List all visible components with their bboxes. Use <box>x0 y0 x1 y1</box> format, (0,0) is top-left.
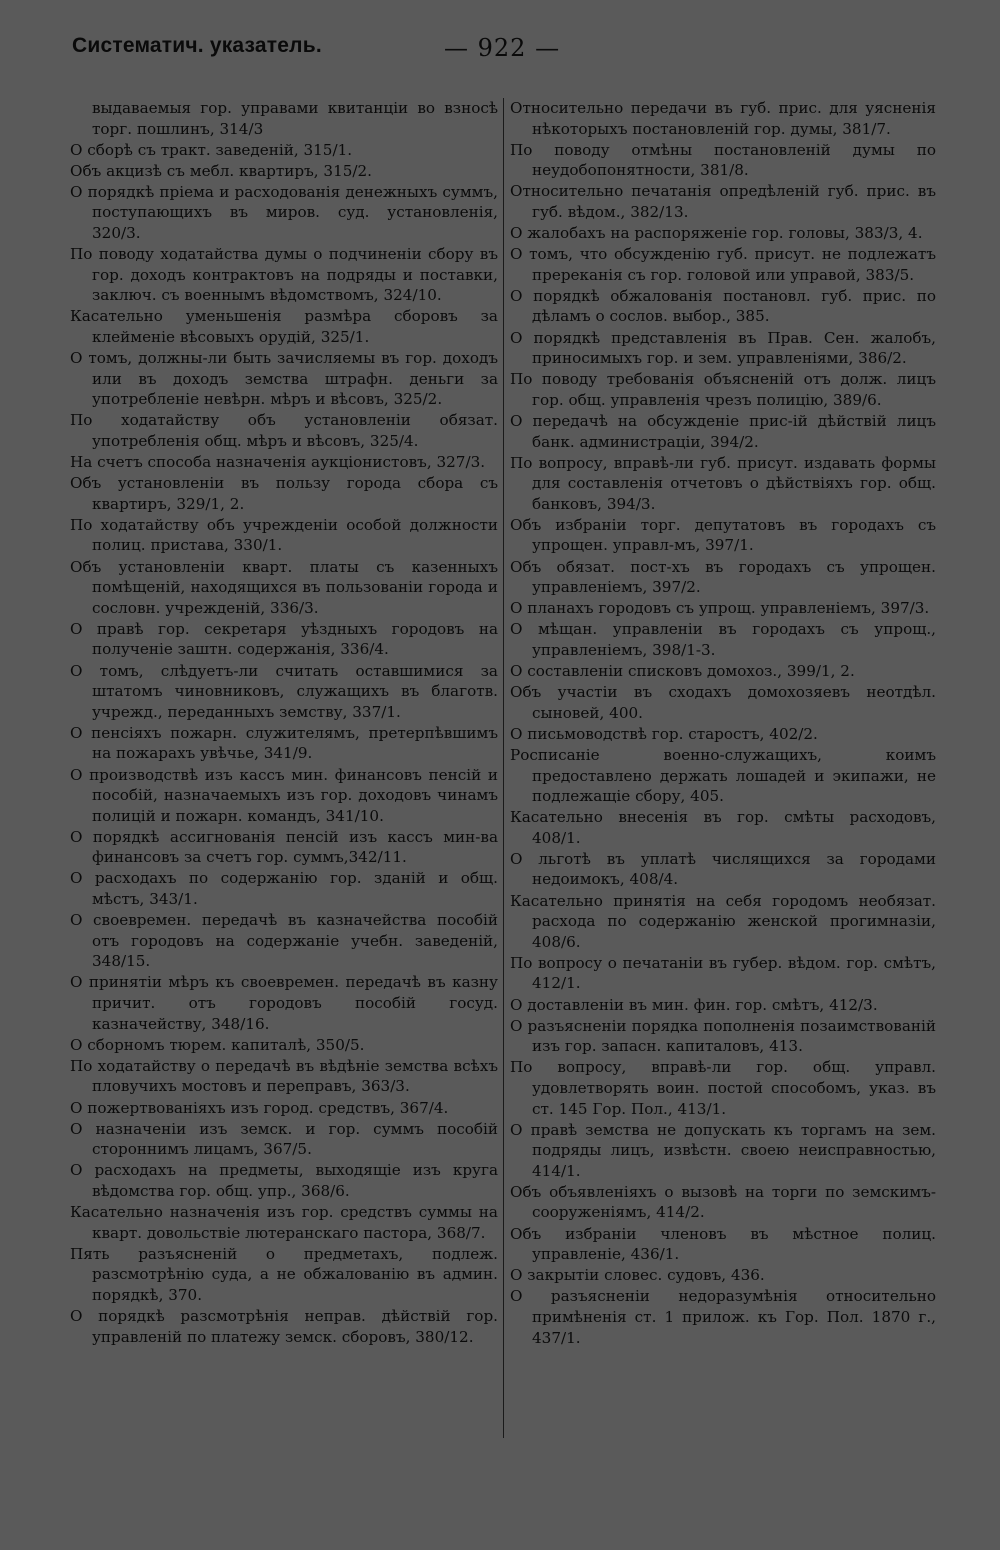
index-entry: По ходатайству объ установленіи обязат. употребленія общ. мѣръ и вѣсовъ, 325/4. <box>70 411 498 450</box>
index-entry: О правѣ земства не допускать къ торгамъ на зем. подряды лицъ, извѣстн. своею неисправностью, 414/1. <box>510 1120 936 1180</box>
index-entry: О порядкѣ ассигнованія пенсій изъ кассъ мин-ва финансовъ за счетъ гор. суммъ,342/11. <box>70 827 498 867</box>
index-entry: О доставленіи въ мин. фин. гор. смѣтъ, 412/3. <box>510 995 878 1014</box>
index-entry: О производствѣ изъ кассъ мин. финансовъ пенсій и пособій, назначаемыхъ изъ гор. доходовъ чинамъ полицій и пожарн. командъ, 341/10. <box>70 765 498 825</box>
index-entry: По ходатайству о передачѣ въ вѣдѣніе земства всѣхъ пловучихъ мостовъ и переправъ, 363/3. <box>70 1056 498 1096</box>
index-entry: Объ избраніи торг. депутатовъ въ городахъ съ упрощен. управл-мъ, 397/1. <box>510 515 936 555</box>
index-entry: О сборномъ тюрем. капиталѣ, 350/5. <box>70 1035 365 1054</box>
index-entry: О мѣщан. управленіи въ городахъ съ упрощ., управленіемъ, 398/1-3. <box>510 620 936 659</box>
index-entry: выдаваемыя гор. управами квитанціи во взносѣ торг. пошлинъ, 314/3 <box>92 99 498 138</box>
index-entry: Касательно уменьшенія размѣра сборовъ за клейменіе вѣсовыхъ орудій, 325/1. <box>70 307 498 347</box>
index-entry: Относительно передачи въ губ. прис. для уясненія нѣкоторыхъ постановленій гор. думы, 381/7. <box>510 99 936 138</box>
index-entry: О закрытіи словес. судовъ, 436. <box>510 1266 765 1285</box>
running-title: Систематич. указатель. <box>72 34 322 57</box>
index-entry: О составленіи списковъ домохоз., 399/1, 2. <box>510 662 855 681</box>
index-entry: Относительно печатанія опредѣленій губ. прис. въ губ. вѣдом., 382/13. <box>510 182 936 221</box>
index-entry: По вопросу о печатаніи въ губер. вѣдом. гор. смѣтъ, 412/1. <box>510 953 936 993</box>
index-entry: По ходатайству объ учрежденіи особой должности полиц. пристава, 330/1. <box>70 515 498 555</box>
index-entry: О жалобахъ на распоряженіе гор. головы, 383/3, 4. <box>510 224 923 243</box>
index-entry: О томъ, что обсужденію губ. присут. не подлежатъ пререканія съ гор. головой или управой, 383/5. <box>510 245 936 284</box>
index-entry: Объ объявленіяхъ о вызовѣ на торги по земскимъ-сооруженіямъ, 414/2. <box>510 1182 936 1222</box>
index-entry: Росписаніе военно-служащихъ, коимъ предоставлено держать лошадей и экипажи, не подлежащіе сбору, 405. <box>510 745 936 806</box>
index-entry: О порядкѣ пріема и расходованія денежныхъ суммъ, поступающихъ въ миров. суд. установленія, 320/3. <box>70 182 498 243</box>
index-entry: О назначеніи изъ земск. и гор. суммъ пособій стороннимъ лицамъ, 367/5. <box>70 1119 498 1159</box>
right-column <box>510 98 936 1349</box>
page-number: — 922 — <box>444 34 561 62</box>
index-entry: Касательно внесенія въ гор. смѣты расходовъ, 408/1. <box>510 808 936 847</box>
index-entry: О принятіи мѣръ къ своевремен. передачѣ въ казну причит. отъ городовъ пособій госуд. казначейству, 348/16. <box>70 973 498 1033</box>
index-entry: О пожертвованіяхъ изъ город. средствъ, 367/4. <box>70 1098 449 1117</box>
left-column <box>70 98 498 1348</box>
index-entry: По поводу отмѣны постановленій думы по неудобопонятности, 381/8. <box>510 140 936 180</box>
index-entry: О своевремен. передачѣ въ казначейства пособій отъ городовъ на содержаніе учебн. заведеній, 348/15. <box>70 911 498 971</box>
index-entry: Объ установленіи кварт. платы съ казенныхъ помѣщеній, находящихся въ пользованіи города и сословн. учрежденій, 336/3. <box>70 557 498 617</box>
index-entry: О разъясненіи недоразумѣнія относительно примѣненія ст. 1 прилож. къ Гор. Пол. 1870 г., 437/1. <box>510 1287 936 1347</box>
index-entry: Объ установленіи въ пользу города сбора съ квартиръ, 329/1, 2. <box>70 474 498 513</box>
index-entry: О правѣ гор. секретаря уѣздныхъ городовъ на полученіе заштн. содержанія, 336/4. <box>70 619 498 659</box>
index-entry: По поводу ходатайства думы о подчиненіи сбору въ гор. доходъ контрактовъ на подряды и поставки, заключ. съ военнымъ вѣдомствомъ, 324/10. <box>70 245 498 305</box>
index-entry: О расходахъ на предметы, выходящіе изъ круга вѣдомства гор. общ. упр., 368/6. <box>70 1161 498 1200</box>
index-entry: Объ акцизѣ съ мебл. квартиръ, 315/2. <box>70 161 373 180</box>
index-entry: Касательно назначенія изъ гор. средствъ суммы на кварт. довольствіе лютеранскаго пастора, 368/7. <box>70 1202 498 1242</box>
index-entry: О разъясненіи порядка пополненія позаимствованій изъ гор. запасн. капиталовъ, 413. <box>510 1016 936 1056</box>
page-header <box>72 34 932 74</box>
index-entry: Объ обязат. пост-хъ въ городахъ съ упрощен. управленіемъ, 397/2. <box>510 557 936 597</box>
index-entry: О порядкѣ представленія въ Прав. Сен. жалобъ, приносимыхъ гор. и зем. управленіями, 386/2. <box>510 328 936 368</box>
index-entry: По вопросу, вправѣ-ли губ. присут. издавать формы для составленія отчетовъ о дѣйствіяхъ гор. общ. банковъ, 394/3. <box>510 453 936 513</box>
index-entry: О расходахъ по содержанію гор. зданій и общ. мѣстъ, 343/1. <box>70 869 498 909</box>
index-entry: Пять разъясненій о предметахъ, подлеж. разсмотрѣнію суда, а не обжалованію въ админ. порядкѣ, 370. <box>70 1244 498 1304</box>
index-entry: По поводу требованія объясненій отъ долж. лицъ гор. общ. управленія чрезъ полицію, 389/6. <box>510 370 936 409</box>
index-entry: О письмоводствѣ гор. старостъ, 402/2. <box>510 724 818 743</box>
index-entry: Объ участіи въ сходахъ домохозяевъ неотдѣл. сыновей, 400. <box>510 683 936 722</box>
index-entry: На счетъ способа назначенія аукціонистовъ, 327/3. <box>70 453 486 472</box>
index-entry: О томъ, должны-ли быть зачисляемы въ гор. доходъ или въ доходъ земства штрафн. деньги за употребленіе невѣрн. мѣръ и вѣсовъ, 325/2. <box>70 349 498 409</box>
index-entry: О томъ, слѣдуетъ-ли считать оставшимися за штатомъ чиновниковъ, служащихъ въ благотв. учрежд., переданныхъ земству, 337/1. <box>70 661 498 721</box>
index-entry: О порядкѣ обжалованія постановл. губ. прис. по дѣламъ о сослов. выбор., 385. <box>510 286 936 326</box>
column-divider <box>503 98 504 1438</box>
index-entry: По вопросу, вправѣ-ли гор. общ. управл. удовлетворять воин. постой способомъ, указ. въ ст. 145 Гор. Пол., 413/1. <box>510 1058 936 1118</box>
index-entry: О порядкѣ разсмотрѣнія неправ. дѣйствій гор. управленій по платежу земск. сборовъ, 380/12. <box>70 1306 498 1346</box>
index-entry: Касательно принятія на себя городомъ необязат. расхода по содержанію женской прогимназіи, 408/6. <box>510 891 936 951</box>
index-entry: О льготѣ въ уплатѣ числящихся за городами недоимокъ, 408/4. <box>510 849 936 889</box>
index-entry: Объ избраніи членовъ въ мѣстное полиц. управленіе, 436/1. <box>510 1224 936 1264</box>
index-entry: О планахъ городовъ съ упрощ. управленіемъ, 397/3. <box>510 599 930 618</box>
index-entry: О передачѣ на обсужденіе прис-ій дѣйствій лицъ банк. администраціи, 394/2. <box>510 411 936 451</box>
index-entry: О пенсіяхъ пожарн. служителямъ, претерпѣвшимъ на пожарахъ увѣчье, 341/9. <box>70 723 498 763</box>
index-entry: О сборѣ съ тракт. заведеній, 315/1. <box>70 140 353 159</box>
